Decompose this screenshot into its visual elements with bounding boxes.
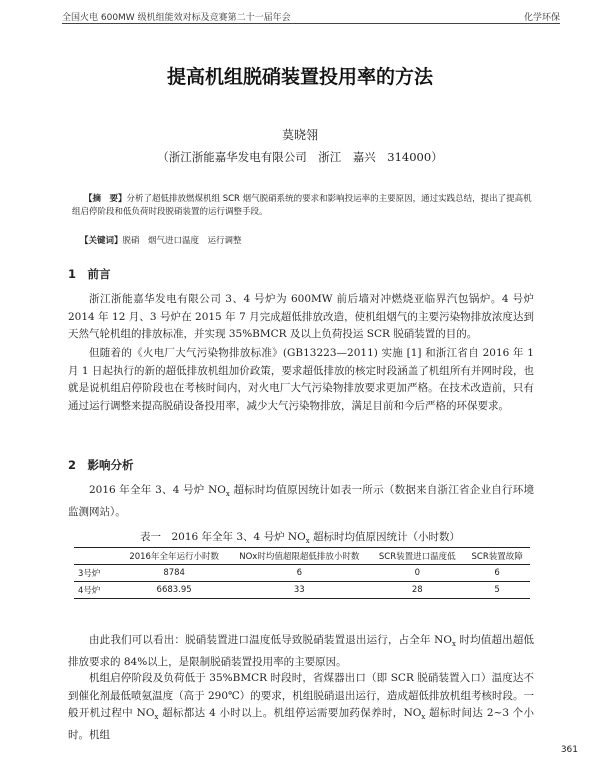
abstract [72, 193, 538, 219]
table-cell: 5 [464, 582, 530, 599]
page-number: 361 [560, 745, 578, 755]
header-conference: 全国火电 600MW 级机组能效对标及竞赛第二十一届年会 [62, 13, 291, 23]
table-caption: 表一 2016 年全年 3、4 号炉 $NO_x$ 超标时均值原因统计（小时数） [139, 531, 461, 546]
section-1-paragraph-2: 但随着的《火电厂大气污染物排放标准》(GB13223—2011) 实施 [1] 和浙江省自 2016 年 1 月 1 日起执行的新的超低排放机组加价政策，要求超低排放的核定时段涵盖了机组所有并网时段，也就是说机组启停阶段也在考核时间内，对火电厂大气污染物排放要求更加严格。在技术改造前，只有通过运行调整来提高脱硝设备投用率，减少大气污染物排放，满足目前和今后严格的环保要求。 [68, 347, 534, 412]
section-2-paragraph-2: 由此我们可以看出：脱硝装置进口温度低导致脱硝装置退出运行，占全年 $NO_x$ 时均值超出超低排放要求的 84%以上，是限制脱硝装置投用率的主要原因。 [68, 634, 534, 668]
table-cell: 6 [228, 565, 370, 582]
table-cell: 33 [228, 582, 370, 599]
table-header-cell: NOx时均值超限超低排放小时数 [228, 548, 370, 565]
section-1-paragraph-1: 浙江浙能嘉华发电有限公司 3、4 号炉为 600MW 前后墙对冲燃烧亚临界汽包锅炉。4 号炉 2014 年 12 月、3 号炉在 2015 年 7 月完成超低排放改造，使机组烟气的主要污染物排放浓度达到天然气轮机组的排放标准，并实现 35%BMCR 及以上负荷投运 SCR 脱硝装置的目的。 [68, 293, 534, 340]
table-cell: 3号炉 [74, 565, 120, 582]
table-header-row [74, 548, 530, 565]
section-2-heading: 2 影响分析 [68, 458, 134, 472]
section-2-paragraph-1: 2016 年全年 3、4 号炉 $NO_x$ 超标时均值原因统计如表一所示（数据来自浙江省企业自行环境监测网站）。 [68, 484, 534, 518]
stats-table [74, 547, 530, 599]
table-row [74, 565, 530, 582]
table-header-cell: SCR装置进口温度低 [370, 548, 464, 565]
paper-title: 提高机组脱硝装置投用率的方法 [166, 66, 433, 88]
table-row [74, 582, 530, 599]
keywords-label: 【关键词】 [80, 236, 123, 246]
table-header-cell: 2016年全年运行小时数 [120, 548, 228, 565]
keywords [80, 234, 540, 246]
table-header-cell: SCR装置故障 [464, 548, 530, 565]
abstract-label: 【摘 要】 [84, 194, 127, 204]
table-cell: 28 [370, 582, 464, 599]
affiliation: （浙江浙能嘉华发电有限公司 浙江 嘉兴 314000） [157, 150, 443, 164]
table-cell: 6 [464, 565, 530, 582]
header-section: 化学环保 [523, 13, 560, 23]
table-cell: 0 [370, 565, 464, 582]
section-1-heading: 1 前言 [68, 267, 111, 281]
table-cell: 6683.95 [120, 582, 228, 599]
running-header [62, 9, 560, 24]
table-header-cell [74, 548, 120, 565]
table-cell: 8784 [120, 565, 228, 582]
table-cell: 4号炉 [74, 582, 120, 599]
abstract-text: 分析了超低排放燃煤机组 SCR 烟气脱硝系统的要求和影响投运率的主要原因，通过实践总结，提出了提高机组启停阶段和低负荷时段脱硝装置的运行调整手段。 [72, 194, 532, 217]
keywords-text: 脱硝 烟气进口温度 运行调整 [122, 236, 242, 246]
section-2-paragraph-3: 机组启停阶段及负荷低于 35%BMCR 时段时，省煤器出口（即 SCR 脱硝装置入口）温度达不到催化剂最低喷氨温度（高于 290℃）的要求，机组脱硝退出运行，造成超低排放机组考核时段。一般开机过程中 $NO_x$ 超标都达 4 小时以上。机组停运需要加药保养时，$NO_x$ 超标时间达 2~3 个小时。机组 [68, 672, 535, 741]
author: 莫晓翎 [281, 128, 318, 142]
